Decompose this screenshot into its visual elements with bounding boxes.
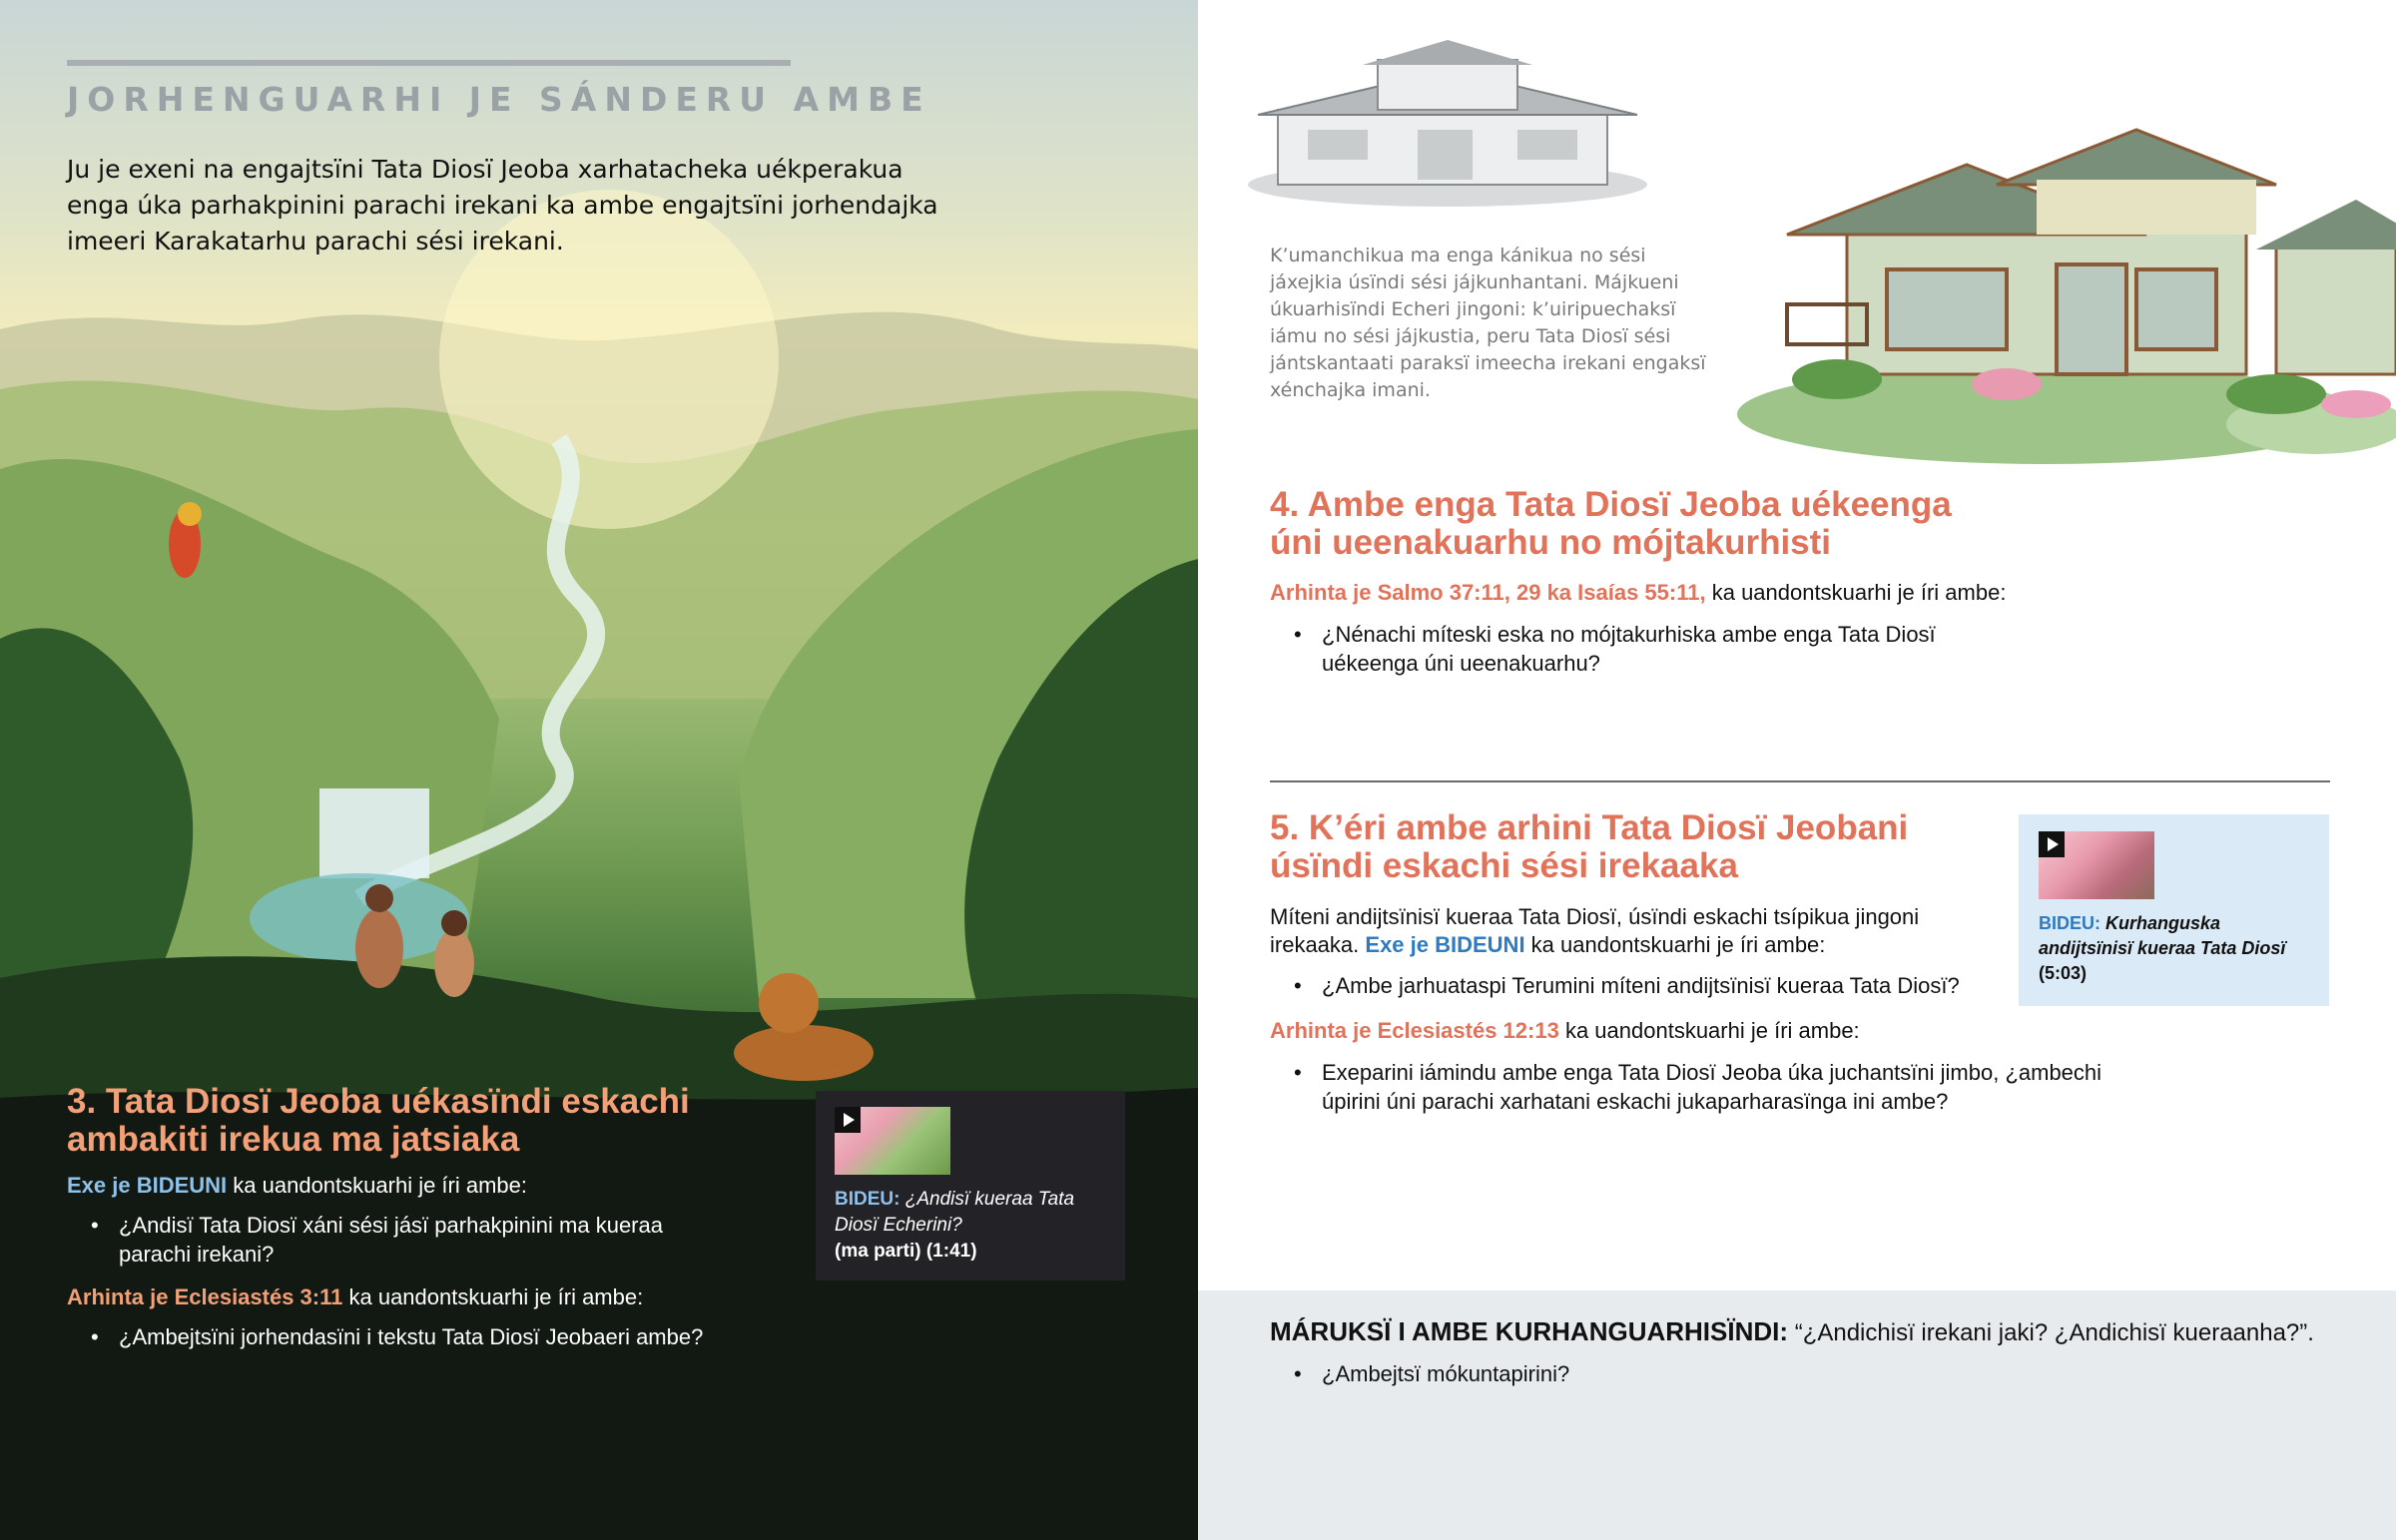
footer-title: MÁRUKSÏ I AMBE KURHANGUARHISÏNDI:: [1270, 1316, 1789, 1346]
section-4-read-prompt: [1270, 578, 2168, 608]
section-5-title: 5. K’éri ambe arhini Tata Diosï Jeobani úsïndi eskachi sési irekaaka: [1270, 808, 1909, 885]
video-caption: [2039, 911, 2309, 986]
section-5-paragraph: [1270, 903, 1959, 959]
question-text: ¿Ambejtsï mókuntapirini?: [1322, 1361, 1570, 1386]
video-link[interactable]: Exe je BIDEUNI: [67, 1173, 228, 1198]
image-caption: K’umanchikua ma enga kánikua no sési jáxejkia úsïndi sési jájkunhantani. Májkueni úkuarhisïndi Echeri jingoni: k’uiripuechaksï iámu no sési jájkustia, peru Tata Diosï sési jántskantaati paraksï imeecha irekani engaksï xénchajka imani.: [1270, 245, 1706, 401]
summary-footer: [1198, 1290, 2396, 1540]
section-3-video-prompt: [67, 1171, 766, 1201]
video-title: ¿Andisï kueraa Tata Diosï Echerini?: [835, 1189, 1075, 1236]
prompt-text: ka uandontskuarhi je íri ambe:: [1524, 932, 1826, 957]
video-caption: [835, 1187, 1106, 1265]
bullet-dot: •: [1294, 622, 1302, 647]
video-title: Kurhanguska andijtsïnisï kueraa Tata Diosï: [2039, 913, 2286, 958]
section-4-title: 4. Ambe enga Tata Diosï Jeoba uékeenga úni ueenakuarhu no mójtakurhisti: [1270, 485, 1952, 562]
section-heading: JORHENGUARHI JE SÁNDERU AMBE: [67, 80, 931, 119]
footer-question: “¿Andichisï irekani jaki? ¿Andichisï kueraanha?”.: [1788, 1319, 2314, 1346]
list-item: [67, 1211, 726, 1269]
prompt-text: ka uandontskuarhi je íri ambe:: [1705, 580, 2007, 605]
scripture-link[interactable]: Arhinta je Eclesiastés 3:11: [67, 1284, 343, 1309]
footer-content: [1270, 1316, 2368, 1388]
section-5-read-prompt: [1270, 1016, 2308, 1046]
section-3-read-prompt: [67, 1283, 766, 1312]
prompt-text: ka uandontskuarhi je íri ambe:: [342, 1284, 644, 1309]
list-item: [67, 1322, 766, 1351]
video-duration: (5:03): [2039, 963, 2088, 983]
video-card-dark[interactable]: [816, 1091, 1125, 1281]
bullet-dot: •: [91, 1324, 99, 1349]
section-4: [1270, 486, 2168, 678]
house-illustration: [1717, 125, 2396, 469]
video-card-light[interactable]: [2019, 814, 2329, 1006]
video-thumbnail[interactable]: [835, 1107, 950, 1175]
video-link[interactable]: Exe je BIDEUNI: [1365, 932, 1525, 957]
video-label: BIDEU:: [835, 1189, 900, 1210]
play-icon[interactable]: [835, 1107, 861, 1133]
question-text: Exeparini iámindu ambe enga Tata Diosï Jeoba úka juchantsïni jimbo, ¿ambechi úpirini úni parachi xarhatani eskachi jukaparharasïnga ini ambe?: [1322, 1060, 2102, 1114]
video-duration: (ma parti) (1:41): [835, 1241, 977, 1262]
top-rule: [67, 60, 791, 66]
video-thumbnail[interactable]: [2039, 831, 2154, 899]
section-divider: [1270, 780, 2330, 782]
question-text: ¿Nénachi míteski eska no mójtakurhiska ambe enga Tata Diosï uékeenga úni ueenakuarhu?: [1322, 622, 1936, 676]
video-label: BIDEU:: [2039, 913, 2100, 933]
prompt-text: ka uandontskuarhi je íri ambe:: [1558, 1018, 1860, 1043]
section-3: [67, 1083, 766, 1351]
scripture-link[interactable]: Arhinta je Salmo 37:11, 29 ka Isaías 55:11,: [1270, 580, 1706, 605]
scripture-link[interactable]: Arhinta je Eclesiastés 12:13: [1270, 1018, 1559, 1043]
prompt-text: ka uandontskuarhi je íri ambe:: [227, 1173, 528, 1198]
paragraph-text: Míteni andijtsïnisï kueraa Tata Diosï, úsïndi eskachi tsípikua jingoni irekaaka.: [1270, 904, 1920, 957]
play-icon[interactable]: [2039, 831, 2065, 857]
right-page: [1198, 0, 2396, 1540]
question-text: ¿Ambe jarhuataspi Terumini míteni andijtsïnisï kueraa Tata Diosï?: [1322, 973, 1960, 998]
list-item: [1270, 620, 1989, 678]
bullet-dot: •: [91, 1213, 99, 1238]
intro-paragraph: Ju je exeni na engajtsïni Tata Diosï Jeoba xarhatacheka uékperakua enga úka parhakpinini parachi irekani ka ambe engajtsïni jorhendajka imeeri Karakatarhu parachi sési irekani.: [67, 155, 938, 256]
footer-heading: [1270, 1316, 2368, 1347]
bullet-dot: •: [1294, 1060, 1302, 1085]
section-3-title: 3. Tata Diosï Jeoba uékasïndi eskachi ambakiti irekua ma jatsiaka: [67, 1082, 690, 1159]
bullet-dot: •: [1294, 973, 1302, 998]
bullet-dot: •: [1294, 1361, 1302, 1386]
list-item: [1270, 1058, 2108, 1116]
list-item: [1270, 1359, 2368, 1388]
sketch-house-illustration: [1238, 35, 1657, 210]
question-text: ¿Ambejtsïni jorhendasïni i tekstu Tata Diosï Jeobaeri ambe?: [119, 1324, 704, 1349]
question-text: ¿Andisï Tata Diosï xáni sési jásï parhakpinini ma kueraa parachi irekani?: [119, 1213, 663, 1267]
